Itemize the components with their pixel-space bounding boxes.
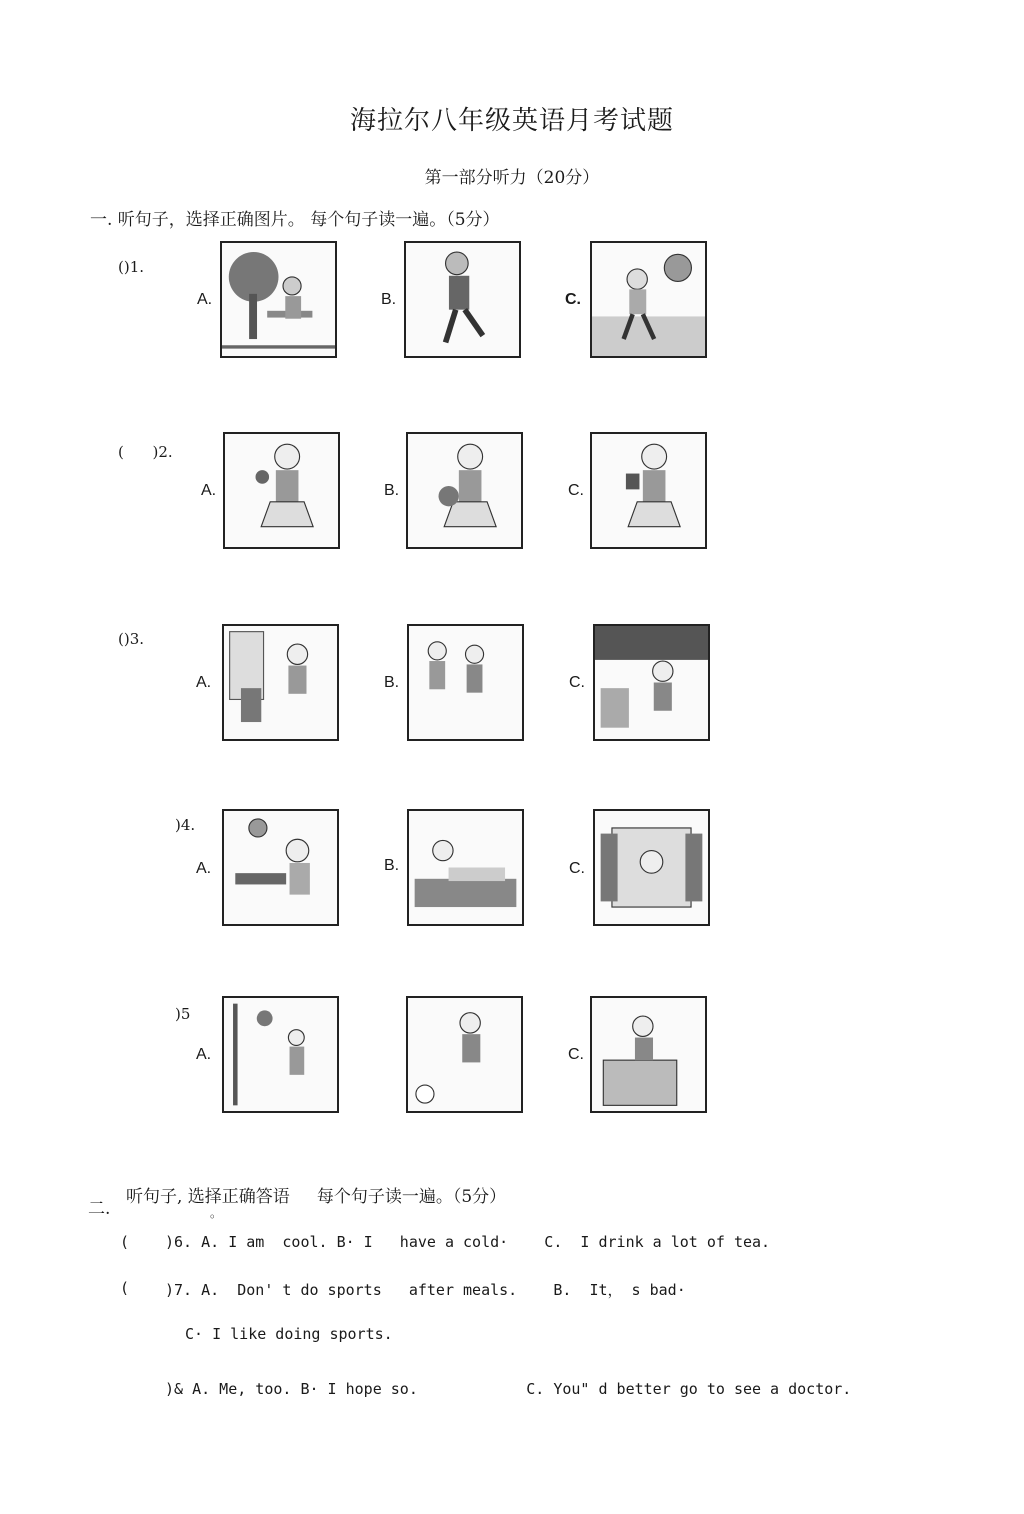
section-2-heading: 听句子, 选择正确答语 每个句子读一遍。（5分） <box>126 1187 507 1207</box>
man-on-bench-picture <box>222 243 335 356</box>
boy-playing-soccer-picture <box>408 998 521 1111</box>
q1-option-b-image[interactable] <box>404 241 521 358</box>
q3-option-a-image[interactable] <box>222 624 339 741</box>
girl-with-ice-cream-picture <box>225 434 338 547</box>
question-4-number: )4. <box>175 816 196 834</box>
boy-studying-at-desk-picture <box>592 998 705 1111</box>
girl-at-window-picture <box>595 811 708 924</box>
question-6-paren: ( <box>120 1233 130 1251</box>
q2-option-a-image[interactable] <box>223 432 340 549</box>
q5-option-a-label: A. <box>196 1046 212 1063</box>
q5-option-c-image[interactable] <box>590 996 707 1113</box>
q4-option-c-label: C. <box>569 860 585 877</box>
question-1-number: ()1. <box>118 258 145 276</box>
q2-option-a-label: A. <box>201 482 217 499</box>
running-man-picture <box>406 243 519 356</box>
q4-option-c-image[interactable] <box>593 809 710 926</box>
section-2-number: 二. <box>88 1199 111 1219</box>
question-8-line: )& A. Me, too. B· I hope so. C. You" d better go to see a doctor. <box>165 1380 852 1398</box>
q2-option-c-image[interactable] <box>590 432 707 549</box>
hot-sun-picture <box>592 243 705 356</box>
q3-option-a-label: A. <box>196 674 212 691</box>
question-7-paren: ( <box>120 1279 130 1297</box>
boy-cleaning-classroom-picture <box>595 626 708 739</box>
question-2-number: ( )2. <box>118 443 173 461</box>
girl-on-bed-picture <box>409 811 522 924</box>
q2-option-b-image[interactable] <box>406 432 523 549</box>
boy-at-mailbox-picture <box>224 626 337 739</box>
question-6-line: )6. A. I am cool. B· I have a cold· C. I drink a lot of tea. <box>165 1233 771 1251</box>
q5-option-c-label: C. <box>568 1046 584 1063</box>
question-5-number: )5 <box>175 1005 191 1023</box>
kids-playing-picture <box>409 626 522 739</box>
q3-option-c-label: C. <box>569 674 585 691</box>
question-3-number: ()3. <box>118 630 145 648</box>
question-7-option-c: C· I like doing sports. <box>185 1325 393 1343</box>
girl-with-book-picture <box>592 434 705 547</box>
q4-option-b-label: B. <box>384 857 400 874</box>
q1-option-b-label: B. <box>381 291 397 308</box>
q4-option-a-label: A. <box>196 860 212 877</box>
q3-option-b-label: B. <box>384 674 400 691</box>
q2-option-c-label: C. <box>568 482 584 499</box>
q3-option-b-image[interactable] <box>407 624 524 741</box>
q1-option-c-image[interactable] <box>590 241 707 358</box>
section-2-punctuation: 。 <box>210 1206 223 1220</box>
girl-reading-outside-picture <box>224 811 337 924</box>
part-heading: 第一部分听力（20分） <box>424 168 600 188</box>
exam-title: 海拉尔八年级英语月考试题 <box>349 106 674 136</box>
q5-option-a-image[interactable] <box>222 996 339 1113</box>
q1-option-c-label: C. <box>565 291 581 308</box>
q4-option-b-image[interactable] <box>407 809 524 926</box>
q5-option-b-image[interactable] <box>406 996 523 1113</box>
q2-option-b-label: B. <box>384 482 400 499</box>
q1-option-a-label: A. <box>197 291 213 308</box>
section-1-heading: 一. 听句子，选择正确图片。 每个句子读一遍。（5分） <box>90 210 500 230</box>
q3-option-c-image[interactable] <box>593 624 710 741</box>
question-7-line: )7. A. Don' t do sports after meals. B. It， s bad· <box>165 1281 686 1299</box>
boy-playing-basketball-picture <box>224 998 337 1111</box>
q1-option-a-image[interactable] <box>220 241 337 358</box>
q4-option-a-image[interactable] <box>222 809 339 926</box>
girl-with-ball-picture <box>408 434 521 547</box>
